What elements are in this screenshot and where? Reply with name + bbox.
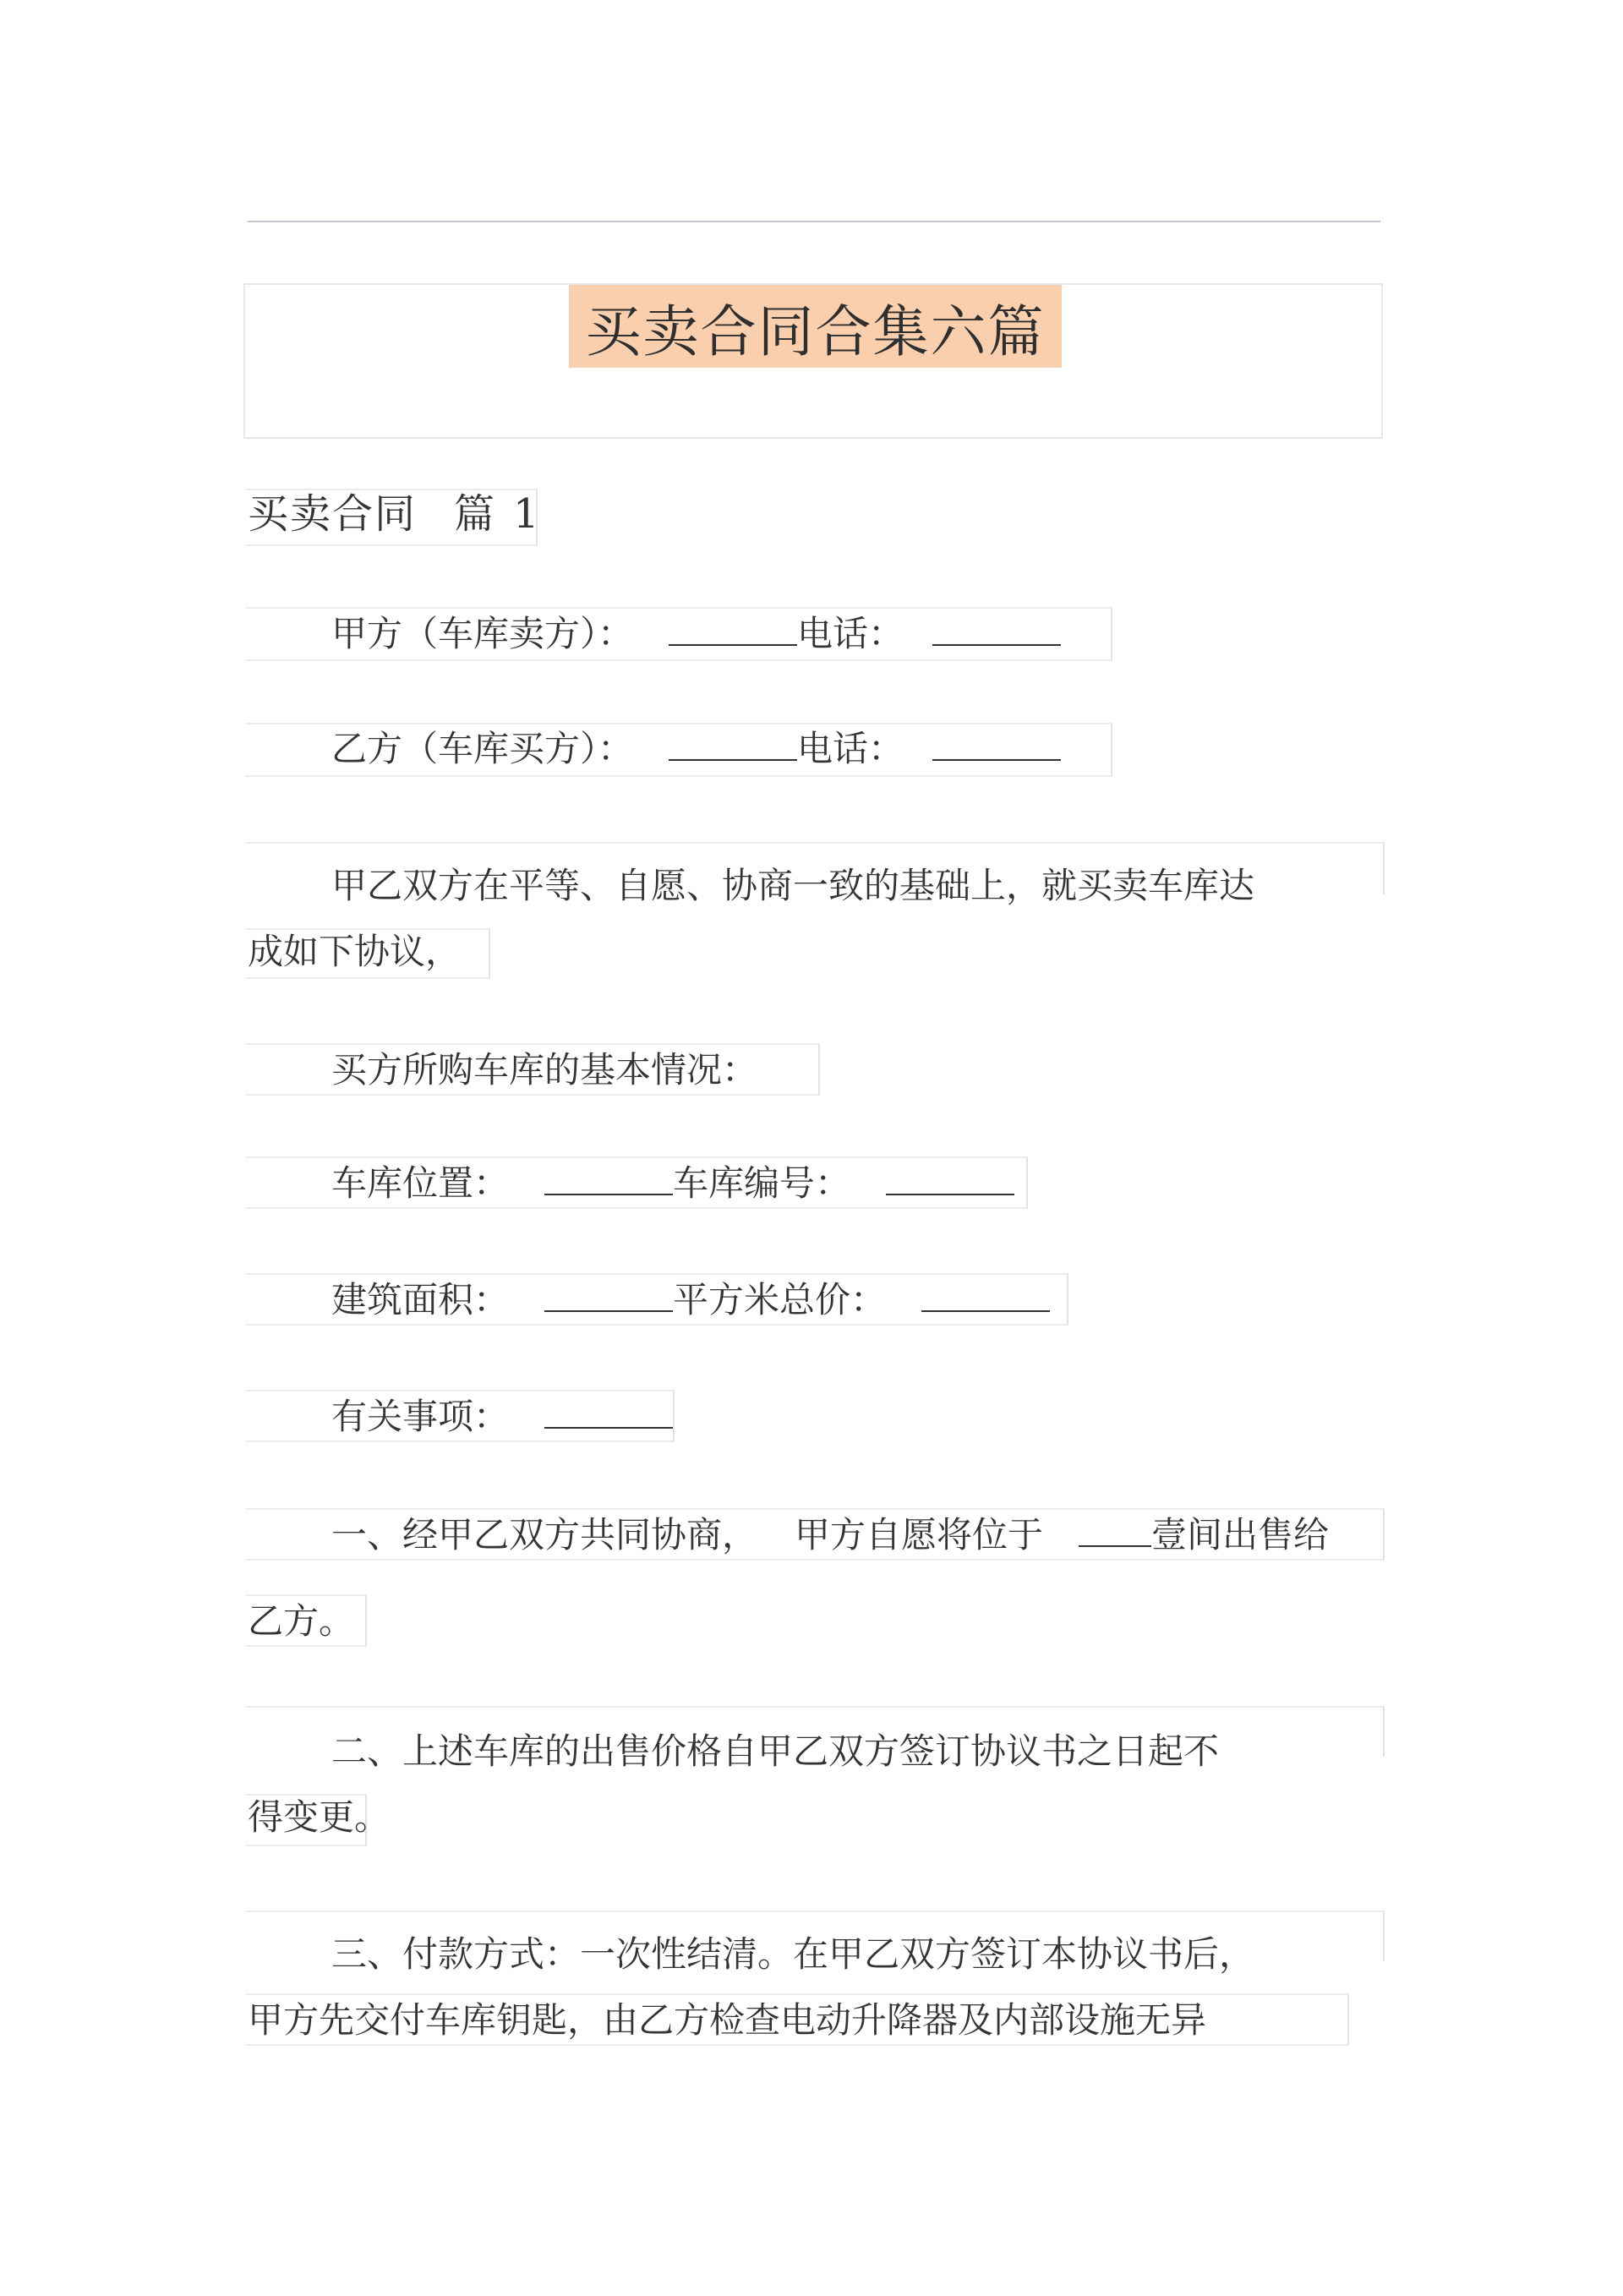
section-heading	[248, 490, 541, 538]
party-a-line	[331, 610, 1061, 658]
intro-line-1: 甲乙双方在平等、自愿、协商一致的基础上，就买卖车库达	[331, 865, 1255, 906]
matters-line	[331, 1393, 673, 1440]
party-a-name-blank	[669, 614, 797, 646]
location-line	[331, 1160, 1014, 1207]
number-blank	[886, 1163, 1014, 1195]
party-b-phone-blank	[932, 729, 1061, 761]
party-b-label: 乙方（车库买方）：	[331, 728, 634, 769]
clause3-line-1: 三、付款方式：一次性结清。在甲乙双方签订本协议书后，	[331, 1933, 1255, 1975]
section-label: 篇	[454, 490, 497, 538]
section-number: 1	[513, 490, 541, 538]
matters-label: 有关事项：	[331, 1396, 510, 1437]
party-a-phone-blank	[932, 614, 1061, 646]
party-b-name-blank	[669, 729, 797, 761]
area-label: 建筑面积：	[331, 1279, 510, 1320]
clause1-part2: 甲方自愿将位于	[795, 1514, 1044, 1555]
clause1-line-1	[331, 1512, 1329, 1559]
clause2-line-1: 二、上述车库的出售价格自甲乙双方签订协议书之日起不	[331, 1730, 1220, 1772]
clause2-line-2: 得变更。	[248, 1796, 391, 1838]
number-label: 车库编号：	[673, 1162, 851, 1204]
header-rule	[248, 221, 1380, 222]
location-label: 车库位置：	[331, 1162, 510, 1204]
location-blank	[544, 1163, 673, 1195]
party-b-line	[331, 725, 1061, 773]
total-price-blank	[921, 1280, 1050, 1312]
clause1-part3: 壹间出售给	[1151, 1514, 1330, 1555]
clause1-part1: 一、经甲乙双方共同协商，	[331, 1514, 758, 1555]
clause1-location-blank	[1079, 1515, 1151, 1547]
area-blank	[544, 1280, 673, 1312]
matters-blank	[544, 1397, 673, 1429]
title-box	[243, 283, 1383, 439]
intro-line-2: 成如下协议，	[248, 931, 462, 972]
party-a-label: 甲方（车库卖方）：	[331, 613, 634, 654]
party-b-phone-label: 电话：	[797, 728, 904, 769]
area-line	[331, 1276, 1050, 1324]
party-a-phone-label: 电话：	[797, 613, 904, 654]
clause1-line-2: 乙方。	[248, 1600, 355, 1642]
area-unit-total-label: 平方米总价：	[673, 1279, 887, 1320]
basic-info-line: 买方所购车库的基本情况：	[331, 1049, 758, 1091]
clause3-line-2: 甲方先交付车库钥匙，由乙方检查电动升降器及内部设施无异	[248, 1999, 1207, 2041]
document-title: 买卖合同合集六篇	[569, 285, 1062, 368]
section-heading-text: 买卖合同	[248, 490, 418, 538]
